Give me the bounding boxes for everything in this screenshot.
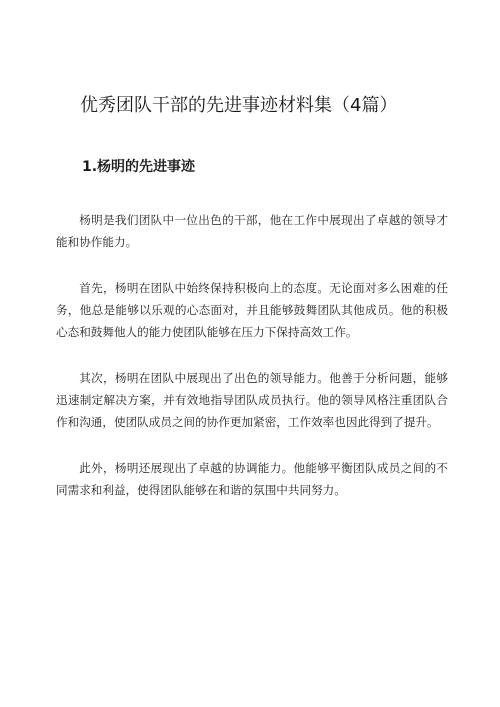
section-heading: 1.杨明的先进事迹	[82, 159, 196, 175]
paragraph-third: 此外，杨明还展现出了卓越的协调能力。他能够平衡团队成员之间的不同需求和利益，使得团队能够在和谐的氛围中共同努力。	[56, 461, 448, 497]
document-body	[56, 209, 448, 501]
paragraph-intro: 杨明是我们团队中一位出色的干部，他在工作中展现出了卓越的领导才能和协作能力。	[56, 213, 448, 249]
document-title: 优秀团队干部的先进事迹材料集（4篇）	[80, 95, 398, 116]
paragraph-first: 首先，杨明在团队中始终保持积极向上的态度。无论面对多么困难的任务，他总是能够以乐观的心态面对，并且能够鼓舞团队其他成员。他的积极心态和鼓舞他人的能力使团队能够在压力下保持高效工作。	[56, 281, 448, 339]
paragraph-second: 其次，杨明在团队中展现出了出色的领导能力。他善于分析问题，能够迅速制定解决方案，并有效地指导团队成员执行。他的领导风格注重团队合作和沟通，使团队成员之间的协作更加紧密，工作效率也因此得到了提升。	[56, 371, 448, 429]
